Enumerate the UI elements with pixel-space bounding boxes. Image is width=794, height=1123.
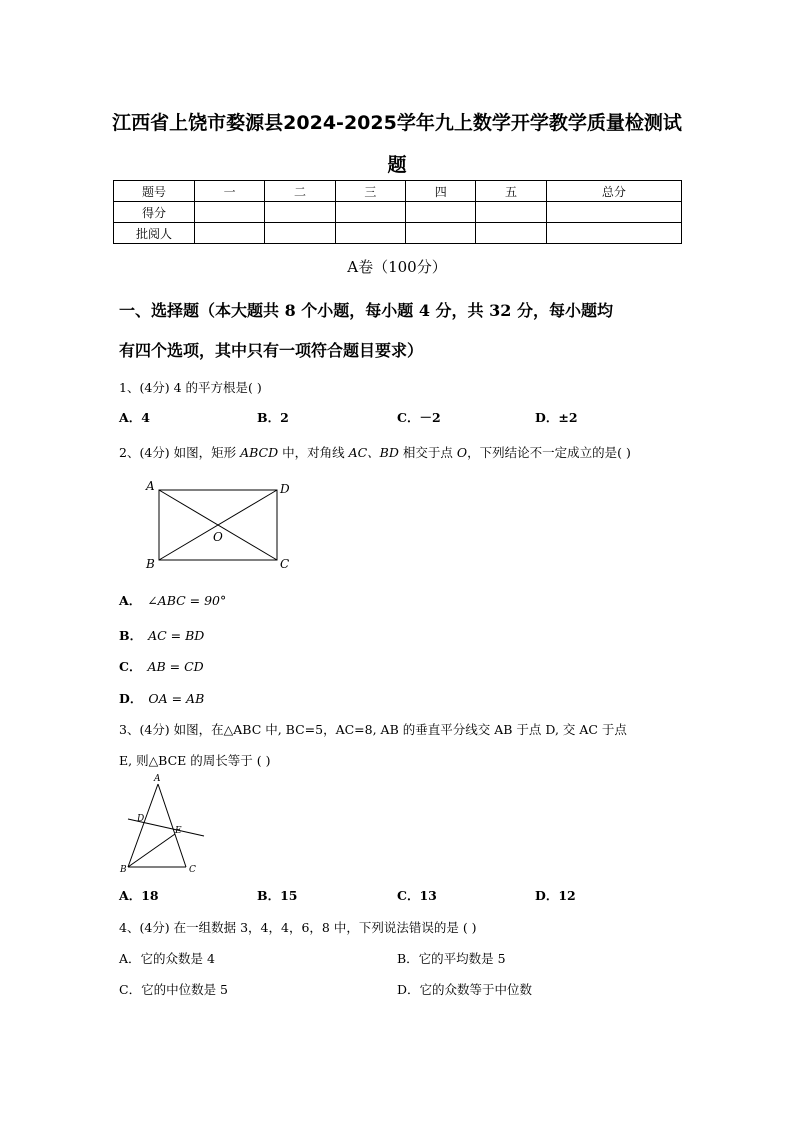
table-header-cell: 总分 (546, 181, 681, 202)
table-cell (265, 202, 335, 223)
table-header-cell: 题号 (114, 181, 195, 202)
table-cell (335, 223, 405, 244)
label-d: D (280, 482, 290, 496)
q3-option-d: D．12 (535, 888, 576, 903)
segment-be (128, 834, 175, 867)
label-c: C (189, 865, 196, 875)
option-label: B． (119, 628, 143, 643)
table-cell (406, 202, 476, 223)
q4-option-b: B．它的平均数是 5 (397, 951, 506, 966)
rectangle-figure (140, 476, 300, 576)
table-cell (265, 223, 335, 244)
option-label: C． (119, 659, 142, 674)
option-label: D． (119, 691, 143, 706)
label-a: A (146, 479, 155, 493)
table-header-cell: 二 (265, 181, 335, 202)
label-e: E (175, 826, 182, 836)
label-b: B (146, 557, 155, 571)
section-one-heading-line1: 一、选择题（本大题共 8 个小题，每小题 4 分，共 32 分，每小题均 (119, 301, 613, 320)
exam-title-line1: 江西省上饶市婺源县2024-2025学年九上数学开学教学质量检测试 (112, 112, 682, 134)
q2-option-b (119, 626, 204, 644)
question-3-stem-line1: 3、(4分) 如图，在△ABC 中, BC=5，AC=8, AB 的垂直平分线交 AB 于点 D, 交 AC 于点 (119, 722, 627, 737)
triangle-figure (118, 772, 208, 878)
option-expression: AC = BD (148, 628, 205, 643)
label-b: B (120, 865, 127, 875)
table-cell: 得分 (114, 202, 195, 223)
q1-option-c: C．－2 (397, 410, 441, 425)
q3-option-a: A．18 (119, 888, 159, 903)
option-expression: AB = CD (147, 659, 204, 674)
question-4-stem: 4、(4分) 在一组数据 3，4，4，6，8 中，下列说法错误的是 ( ) (119, 920, 477, 935)
table-cell (195, 202, 265, 223)
q4-option-d: D．它的众数等于中位数 (397, 982, 533, 997)
q2-stem-rect: ABCD (240, 445, 279, 460)
q2-stem-text: 相交于点 (398, 445, 457, 460)
q1-option-a: A．4 (119, 410, 150, 425)
side-ac (158, 784, 186, 867)
table-cell (476, 202, 546, 223)
option-label: A． (119, 593, 142, 608)
q1-option-d: D．±2 (535, 410, 578, 425)
q4-option-a: A．它的众数是 4 (119, 951, 215, 966)
q2-option-a (119, 591, 226, 609)
option-expression: ∠ABC = 90° (147, 593, 227, 608)
section-one-heading-line2: 有四个选项，其中只有一项符合题目要求） (119, 341, 424, 360)
q1-option-b: B．2 (257, 410, 289, 425)
score-table-row-grader (114, 223, 682, 244)
q3-option-b: B．15 (257, 888, 298, 903)
exam-title-line2: 题 (387, 154, 407, 176)
section-a-heading: A卷（100分） (347, 258, 447, 276)
q2-stem-diagonals: AC、BD (348, 445, 399, 460)
table-cell (476, 223, 546, 244)
question-2-stem (119, 443, 631, 461)
table-cell: 批阅人 (114, 223, 195, 244)
side-ab (128, 784, 158, 867)
label-a: A (154, 774, 161, 784)
table-cell (406, 223, 476, 244)
label-d: D (137, 814, 145, 824)
table-header-cell: 三 (335, 181, 405, 202)
q4-option-c: C．它的中位数是 5 (119, 982, 228, 997)
question-3-stem-line2: E, 则△BCE 的周长等于 ( ) (119, 753, 271, 768)
option-expression: OA = AB (148, 691, 205, 706)
table-header-cell: 一 (195, 181, 265, 202)
score-table (113, 180, 682, 244)
table-header-cell: 四 (406, 181, 476, 202)
score-table-row-score (114, 202, 682, 223)
table-header-cell: 五 (476, 181, 546, 202)
q3-option-c: C．13 (397, 888, 437, 903)
table-cell (195, 223, 265, 244)
score-table-header-row (114, 181, 682, 202)
table-cell (335, 202, 405, 223)
q2-stem-text: 中，对角线 (278, 445, 349, 460)
q2-option-c (119, 657, 204, 675)
question-1-stem: 1、(4分) 4 的平方根是( ) (119, 380, 262, 395)
table-cell (546, 202, 681, 223)
label-o: O (213, 530, 223, 544)
q2-stem-text: ，下列结论不一定成立的是( ) (467, 445, 631, 460)
q2-stem-point: O (456, 445, 468, 460)
q2-stem-text: 2、(4分) 如图，矩形 (119, 445, 241, 460)
label-c: C (280, 557, 290, 571)
q2-option-d (119, 689, 204, 707)
table-cell (546, 223, 681, 244)
